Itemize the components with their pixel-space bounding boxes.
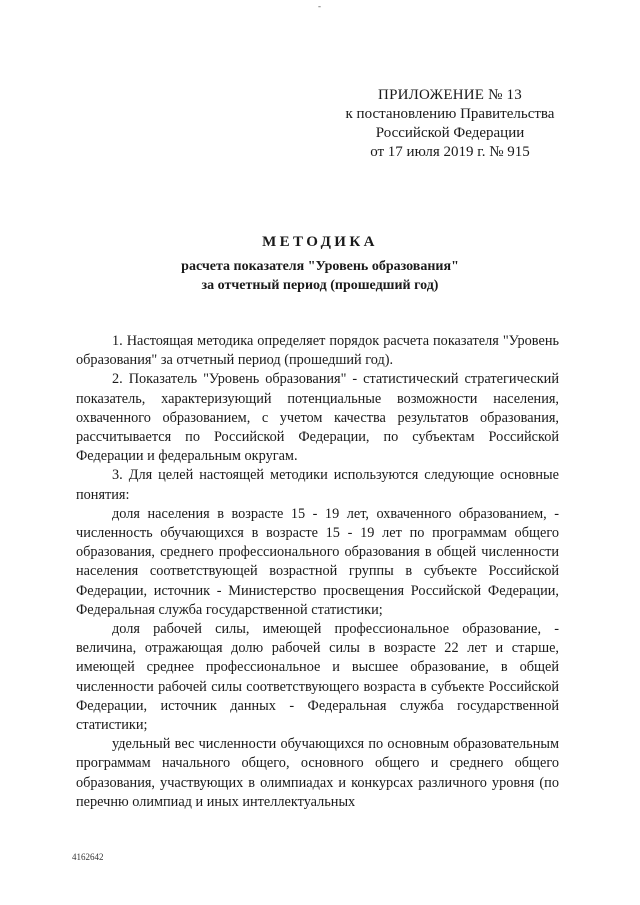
subtitle-line-2: за отчетный период (прошедший год) <box>201 278 439 293</box>
appendix-number: ПРИЛОЖЕНИЕ № 13 <box>378 87 522 103</box>
paragraph-1: 1. Настоящая методика определяет порядок расчета показателя "Уровень образования" за отчетный период (прошедший год). <box>76 333 559 369</box>
paragraph-2: 2. Показатель "Уровень образования" - статистический стратегический показатель, характеризующий потенциальные возможности населения, охваченного образованием, с учетом качества результатов образования, рассчитывается по Российской Федерации, по субъектам Российской Федерации и федеральным округам. <box>76 371 559 465</box>
paragraph-definition-3: удельный вес численности обучающихся по основным образовательным программам начального общего, основного общего и среднего общего образования, участвующих в олимпиадах и конкурсах различного уровня (по перечню олимпиад и иных интеллектуальных <box>76 736 559 810</box>
appendix-resolution-line: к постановлению Правительства <box>345 106 555 122</box>
document-code: 4162642 <box>72 852 104 862</box>
appendix-header <box>340 86 560 162</box>
page-top-mark: - <box>318 1 321 11</box>
paragraph-definition-1: доля населения в возрасте 15 - 19 лет, охваченного образованием, - численность обучающихся в возрасте 15 - 19 лет по программам общего образования, среднего профессионального образования в общей численности населения соответствующей возрастной группы в субъекте Российской Федерации, источник - Министерство просвещения Российской Федерации, Федеральная служба государственной статистики; <box>76 505 559 618</box>
paragraph-3: 3. Для целей настоящей методики используются следующие основные понятия: <box>76 467 559 503</box>
document-body <box>76 332 559 812</box>
document-title: МЕТОДИКА <box>262 234 378 250</box>
subtitle-line-1: расчета показателя "Уровень образования" <box>181 259 459 274</box>
paragraph-definition-2: доля рабочей силы, имеющей профессиональное образование, - величина, отражающая долю рабочей силы в возрасте 22 лет и старше, имеющей среднее профессиональное и высшее образование, в общей численности рабочей силы соответствующего возраста в субъекте Российской Федерации, источник данных - Федеральная служба государственной статистики; <box>76 621 559 734</box>
appendix-country-line: Российской Федерации <box>375 125 525 141</box>
appendix-date-line: от 17 июля 2019 г. № 915 <box>370 144 530 160</box>
document-subtitle <box>0 257 640 295</box>
